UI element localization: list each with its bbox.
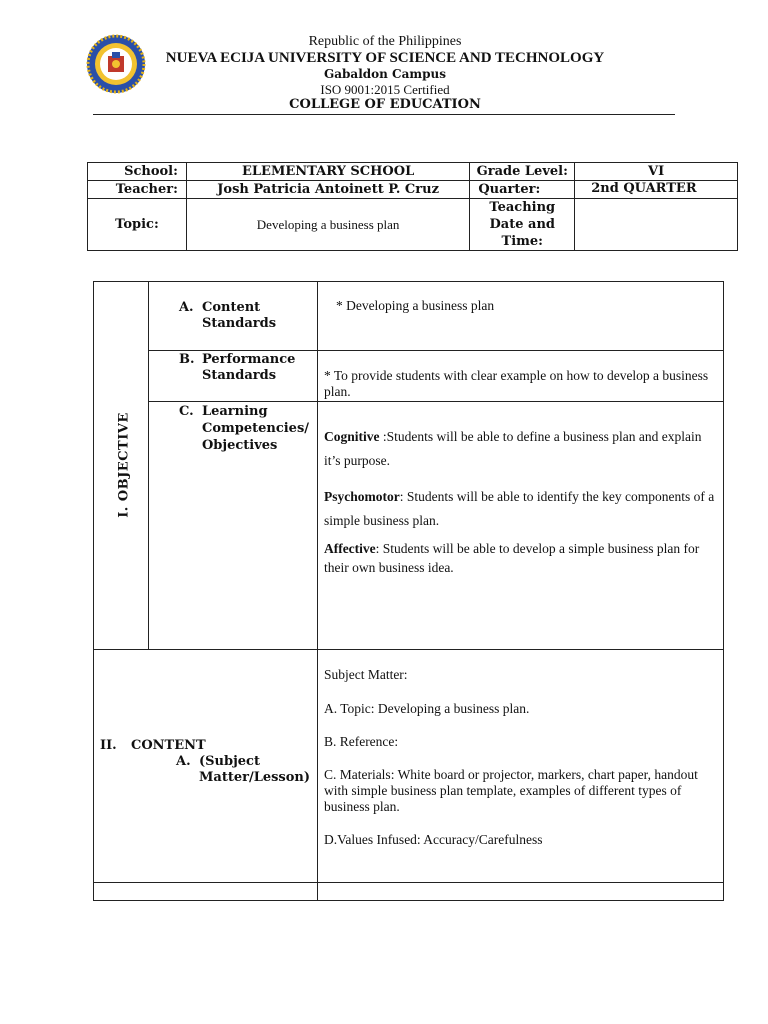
- content-section-number: II.: [100, 738, 117, 753]
- learning-competencies-label-line-3: Objectives: [201, 438, 278, 453]
- affective-label: Affective: [323, 541, 376, 556]
- content-standards-label: [148, 282, 317, 351]
- content-standards-label-line-2: Standards: [201, 316, 277, 331]
- content-standards-value: [317, 282, 723, 351]
- teaching-date-label-line-1: Teaching: [489, 200, 556, 215]
- teaching-date-label-line-2: Date and: [489, 217, 555, 232]
- cognitive-objective: [324, 425, 717, 473]
- content-section-label: [94, 650, 318, 883]
- subject-materials: C. Materials: White board or projector, markers, chart paper, handout with simple business plan template, examples of different types of business plan.: [323, 767, 698, 814]
- content-standards-text: * Developing a business plan: [335, 298, 495, 313]
- performance-standards-label-line-2: Standards: [201, 368, 277, 383]
- teacher-label: Teacher:: [88, 181, 187, 199]
- subject-reference: B. Reference:: [323, 734, 399, 749]
- quarter-label: Quarter:: [470, 181, 575, 199]
- psychomotor-label: Psychomotor: [323, 489, 400, 504]
- header-college: COLLEGE OF EDUCATION: [289, 97, 481, 112]
- grade-level-label: Grade Level:: [470, 163, 575, 181]
- content-standards-label-line-1: Content: [201, 300, 261, 315]
- subject-values: D.Values Infused: Accuracy/Carefulness: [323, 832, 543, 847]
- objective-section-title: I. OBJECTIVE: [116, 412, 132, 518]
- school-label: School:: [88, 163, 187, 181]
- affective-objective: [324, 539, 717, 577]
- subject-topic: A. Topic: Developing a business plan.: [323, 701, 530, 716]
- header-iso: ISO 9001:2015 Certified: [320, 82, 450, 97]
- cognitive-text: :Students will be able to define a business plan and explain it’s purpose.: [323, 429, 702, 468]
- info-table: [87, 162, 738, 251]
- performance-standards-label-line-1: Performance: [201, 352, 296, 367]
- learning-competencies-value: [317, 402, 723, 650]
- affective-text: : Students will be able to develop a simple business plan for their own business idea.: [323, 541, 700, 575]
- content-section-value: [317, 650, 723, 883]
- topic-value: Developing a business plan: [186, 199, 469, 251]
- subject-matter-label-line-2: Matter/Lesson): [199, 770, 311, 785]
- header-republic: Republic of the Philippines: [308, 34, 462, 49]
- quarter-value: 2nd QUARTER: [575, 181, 738, 199]
- teaching-date-value: [575, 199, 738, 251]
- school-value: ELEMENTARY SCHOOL: [186, 163, 469, 181]
- header-divider: [93, 114, 675, 115]
- content-section-title: CONTENT: [131, 738, 206, 753]
- empty-row-right: [317, 883, 723, 901]
- learning-competencies-label-line-1: Learning: [201, 404, 268, 419]
- grade-level-value: VI: [575, 163, 738, 181]
- header-university: NUEVA ECIJA UNIVERSITY OF SCIENCE AND TECHNOLOGY: [165, 50, 605, 66]
- learning-competencies-label-line-2: Competencies/: [201, 421, 310, 436]
- header-campus: Gabaldon Campus: [324, 67, 446, 81]
- objective-section-vertical-label: [104, 410, 144, 520]
- subject-matter-heading: Subject Matter:: [323, 667, 408, 682]
- content-standards-letter: A.: [178, 300, 194, 315]
- teacher-value: Josh Patricia Antoinett P. Cruz: [186, 181, 469, 199]
- learning-competencies-label: [148, 402, 317, 650]
- performance-standards-value: [317, 351, 723, 402]
- performance-standards-letter: B.: [178, 352, 195, 367]
- learning-competencies-letter: C.: [178, 404, 194, 419]
- teaching-date-label: [470, 199, 575, 251]
- cognitive-label: Cognitive: [323, 429, 380, 444]
- topic-label: Topic:: [88, 199, 187, 251]
- performance-standards-label: [148, 351, 317, 402]
- empty-row-left: [94, 883, 318, 901]
- subject-matter-label-line-1: (Subject: [199, 754, 260, 769]
- psychomotor-objective: [324, 485, 717, 533]
- subject-matter-letter: A.: [176, 754, 191, 769]
- teaching-date-label-line-3: Time:: [501, 234, 543, 249]
- lesson-plan-table: [93, 281, 724, 901]
- psychomotor-text: : Students will be able to identify the key components of a simple business plan.: [323, 489, 715, 528]
- performance-standards-text: * To provide students with clear example on how to develop a business plan.: [323, 368, 709, 399]
